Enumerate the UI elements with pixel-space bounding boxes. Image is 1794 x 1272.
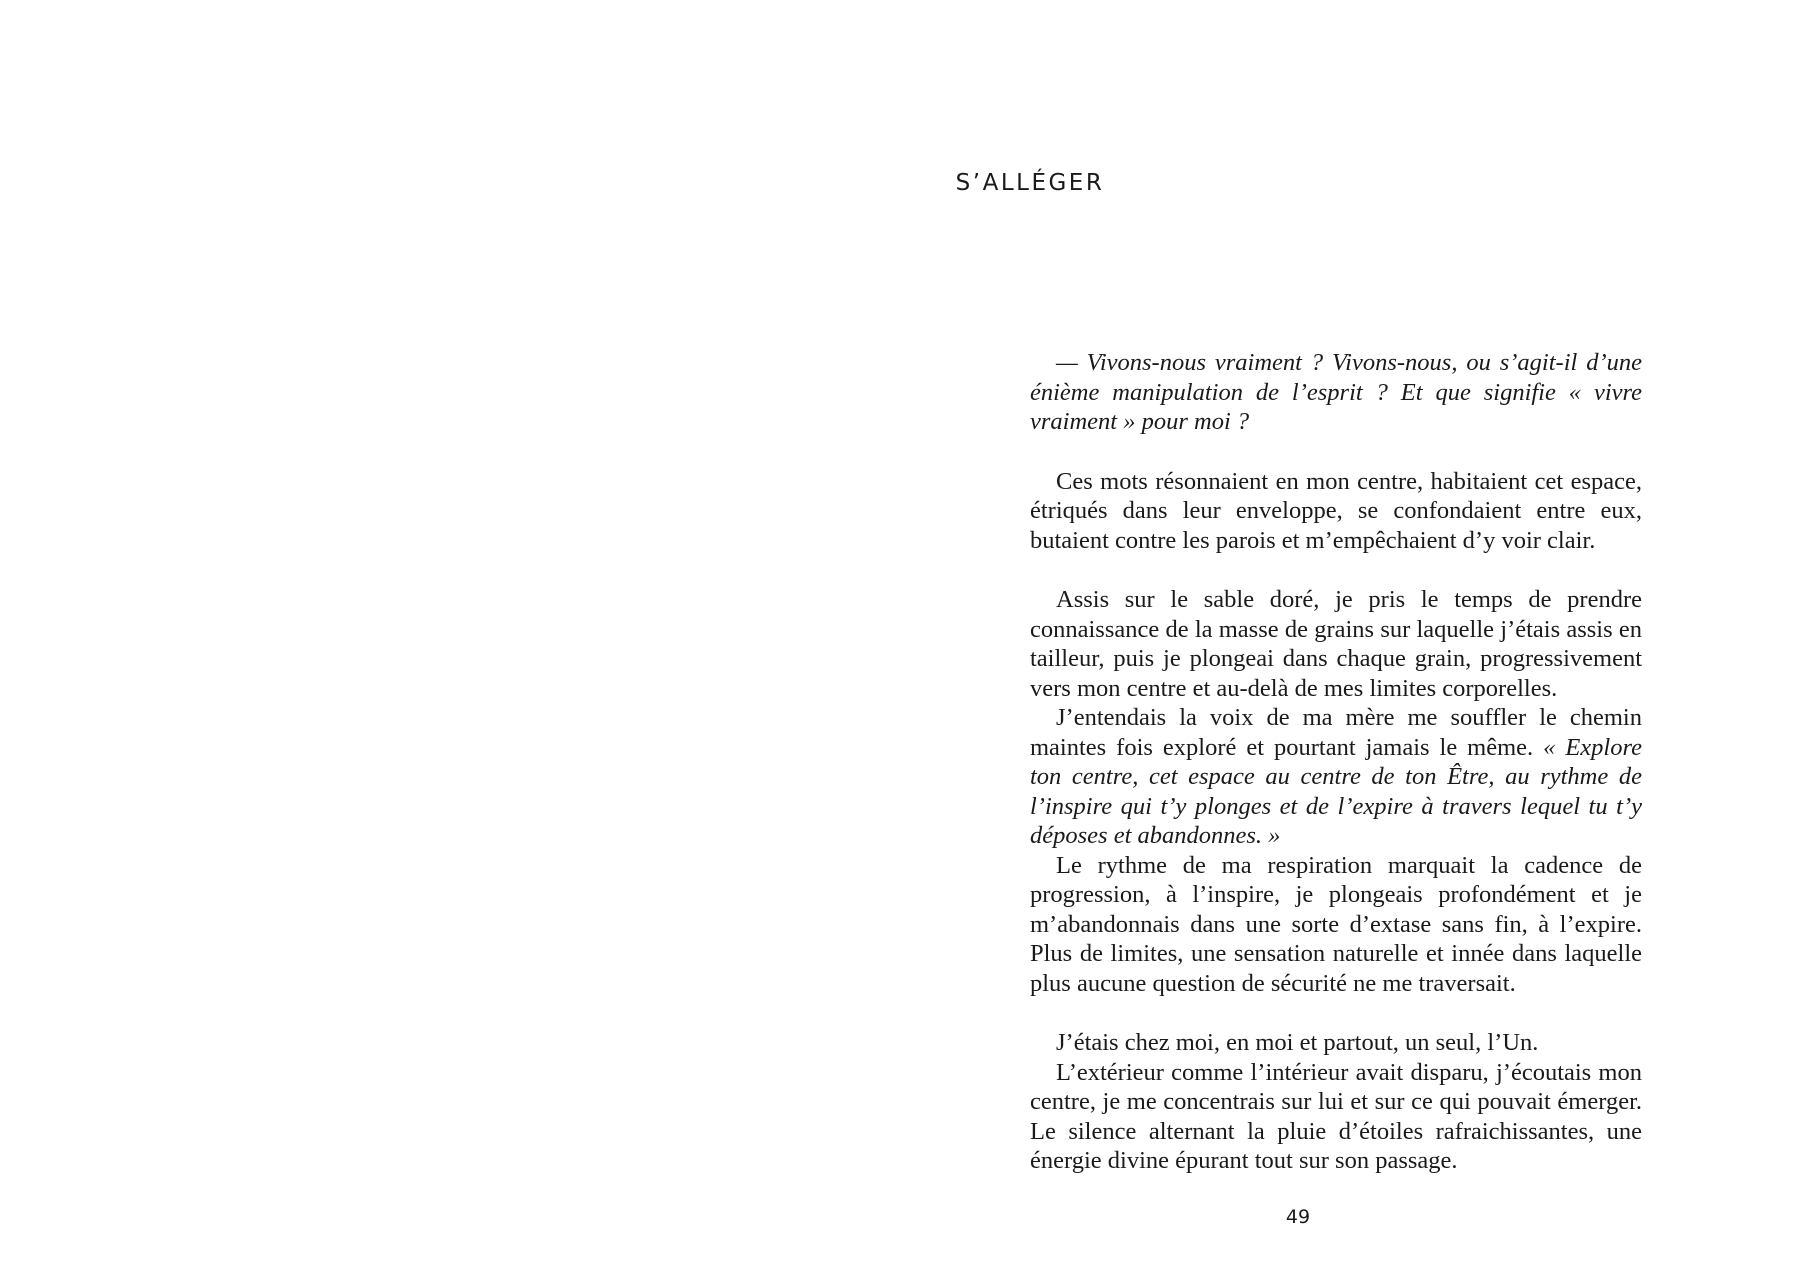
- body-text: [1030, 348, 1642, 1176]
- mother-voice-quote: « Explore ton centre, cet espace au centre de ton Être, au rythme de l’inspire qui t’y plonges et de l’expire à travers lequel tu t’y déposes et abandonnes. »: [1030, 733, 1642, 849]
- page-number: 49: [1285, 1206, 1311, 1228]
- paragraph-mother-voice: [1030, 703, 1642, 851]
- chapter-title: S’ALLÉGER: [955, 170, 1105, 196]
- mother-voice-text: J’entendais la voix de ma mère me souffler le chemin maintes fois exploré et pourtant jamais le même.: [1030, 704, 1642, 761]
- paragraph-dialogue: — Vivons-nous vraiment ? Vivons-nous, ou s’agit-il d’une énième manipulation de l’esprit ? Et que signifie « vivre vraiment » pour moi ?: [1030, 349, 1642, 435]
- paragraph-silence: L’extérieur comme l’intérieur avait disparu, j’écoutais mon centre, je me concentrais sur lui et sur ce qui pouvait émerger. Le silence alternant la pluie d’étoiles rafraichissantes, une énergie divine épurant tout sur son passage.: [1030, 1058, 1642, 1174]
- paragraph-words-resonating: Ces mots résonnaient en mon centre, habitaient cet espace, étriqués dans leur enveloppe, se confondaient entre eux, butaient contre les parois et m’empêchaient d’y voir clair.: [1030, 467, 1642, 554]
- paragraph-the-one: J’étais chez moi, en moi et partout, un seul, l’Un.: [1056, 1029, 1539, 1056]
- paragraph-golden-sand: Assis sur le sable doré, je pris le temps de prendre connaissance de la masse de grains sur laquelle j’étais assis en tailleur, puis je plongeai dans chaque grain, progressivement vers mon centre et au-delà de mes limites corporelles.: [1030, 586, 1642, 702]
- paragraph-breathing-rhythm: Le rythme de ma respiration marquait la cadence de progression, à l’inspire, je plongeais profondément et je m’abandonnais dans une sorte d’extase sans fin, à l’expire. Plus de limites, une sensation naturelle et innée dans laquelle plus aucune question de sécurité ne me traversait.: [1030, 851, 1642, 997]
